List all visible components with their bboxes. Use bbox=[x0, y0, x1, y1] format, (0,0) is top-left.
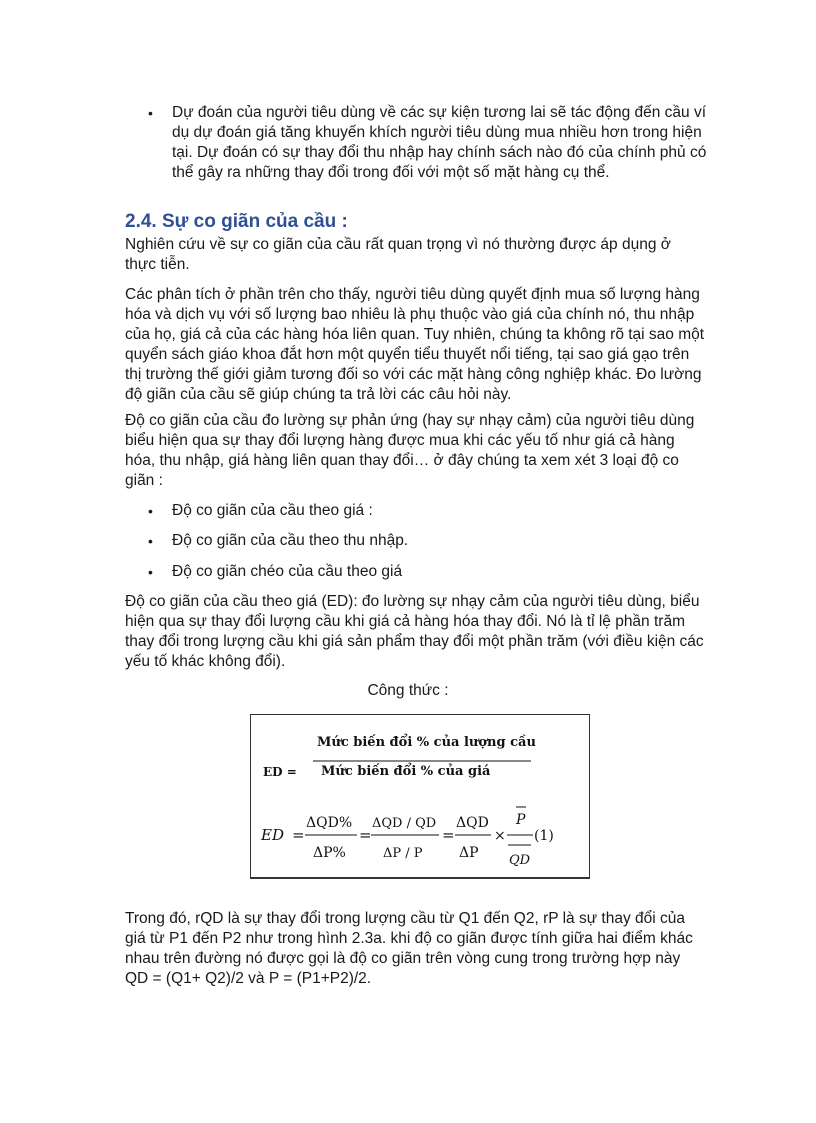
section-heading: 2.4. Sự co giãn của cầu : bbox=[125, 211, 348, 232]
formula-lhs: ED bbox=[261, 826, 284, 844]
bullet-cross-elasticity: Độ co giãn chéo của cầu theo giá bbox=[172, 563, 403, 580]
equation-number: (1) bbox=[534, 828, 554, 844]
bullet-dot: • bbox=[148, 105, 153, 121]
f3-numerator: ΔQD bbox=[456, 815, 489, 831]
formula-denominator-text: Mức biến đổi % của giá bbox=[321, 764, 491, 779]
paragraph-analysis: Các phân tích ở phần trên cho thấy, người tiêu dùng quyết định mua số lượng hàng hóa và dịch vụ với số lượng bao nhiêu là phụ thuộc vào giá của chính nó, thu nhập của họ, giá cả của các hàng hóa liên quan. Tuy nhiên, chúng ta không rõ tại sao một quyển sách giáo khoa đắt hơn một quyển tiểu thuyết nổi tiếng, tại sao giá gạo trên thị trường thế giới giảm tương đối so với các mặt hàng công nghiệp khác. Đo lường độ giãn của cầu sẽ giúp chúng ta trả lời các câu hỏi này. bbox=[125, 286, 705, 403]
f1-numerator: ΔQD% bbox=[306, 815, 353, 831]
paragraph-intro: Nghiên cứu về sự co giãn của cầu rất quan trọng vì nó thường được áp dụng ở thực tiễn. bbox=[125, 236, 671, 273]
formula-svg bbox=[251, 715, 591, 880]
paragraph-definition: Độ co giãn của cầu đo lường sự phản ứng (hay sự nhạy cảm) của người tiêu dùng biểu hiện qua sự thay đổi lượng hàng được mua khi các yếu tố như giá cả hàng hóa, thu nhập, giá hàng liên quan thay đổi… ở đây chúng ta xem xét 3 loại độ co giãn : bbox=[125, 412, 695, 489]
f3-denominator: ΔP bbox=[459, 845, 479, 861]
bullet-dot: • bbox=[148, 503, 153, 519]
equals-sign: = bbox=[292, 826, 305, 844]
f4-numerator: P bbox=[516, 812, 526, 828]
f1-denominator: ΔP% bbox=[313, 845, 346, 861]
f2-denominator: ΔP / P bbox=[383, 846, 423, 861]
formula-box bbox=[250, 714, 590, 879]
bullet-dot: • bbox=[148, 533, 153, 549]
bullet-dot: • bbox=[148, 564, 153, 580]
equals-sign: = bbox=[442, 826, 455, 844]
times-sign: × bbox=[494, 828, 506, 844]
formula-numerator-text: Mức biến đổi % của lượng cầu bbox=[317, 735, 536, 750]
f2-numerator: ΔQD / QD bbox=[372, 816, 437, 831]
paragraph-notation: Trong đó, rQD là sự thay đổi trong lượng cầu từ Q1 đến Q2, rP là sự thay đổi của giá từ P1 đến P2 như trong hình 2.3a. khi độ co giãn được tính giữa hai điểm khác nhau trên đường nó được gọi là độ co giãn trên vòng cung trong trường hợp này QD = (Q1+ Q2)/2 và P = (P1+P2)/2. bbox=[125, 910, 693, 987]
bullet-income-elasticity: Độ co giãn của cầu theo thu nhập. bbox=[172, 532, 409, 549]
f4-denominator: QD bbox=[509, 853, 531, 868]
ed-label: ED = bbox=[263, 765, 297, 779]
bullet-text-forecast: Dự đoán của người tiêu dùng về các sự kiện tương lai sẽ tác động đến cầu ví dụ dự đoán giá tăng khuyến khích người tiêu dùng mua nhiều hơn trong hiện tại. Dự đoán có sự thay đổi thu nhập hay chính sách nào đó của chính phủ có thể gây ra những thay đổi trong đối với một số mặt hàng cụ thể. bbox=[172, 104, 707, 181]
equals-sign: = bbox=[359, 826, 372, 844]
formula-label: Công thức : bbox=[367, 682, 449, 699]
paragraph-price-elasticity: Độ co giãn của cầu theo giá (ED): đo lường sự nhạy cảm của người tiêu dùng, biểu hiện qua sự thay đổi lượng cầu khi giá cả hàng hóa thay đổi. Nó là tỉ lệ phần trăm thay đổi trong lượng cầu khi giá sản phẩm thay đổi một phần trăm (với điều kiện các yếu tố khác không đổi). bbox=[125, 593, 704, 670]
bullet-price-elasticity: Độ co giãn của cầu theo giá : bbox=[172, 502, 373, 519]
